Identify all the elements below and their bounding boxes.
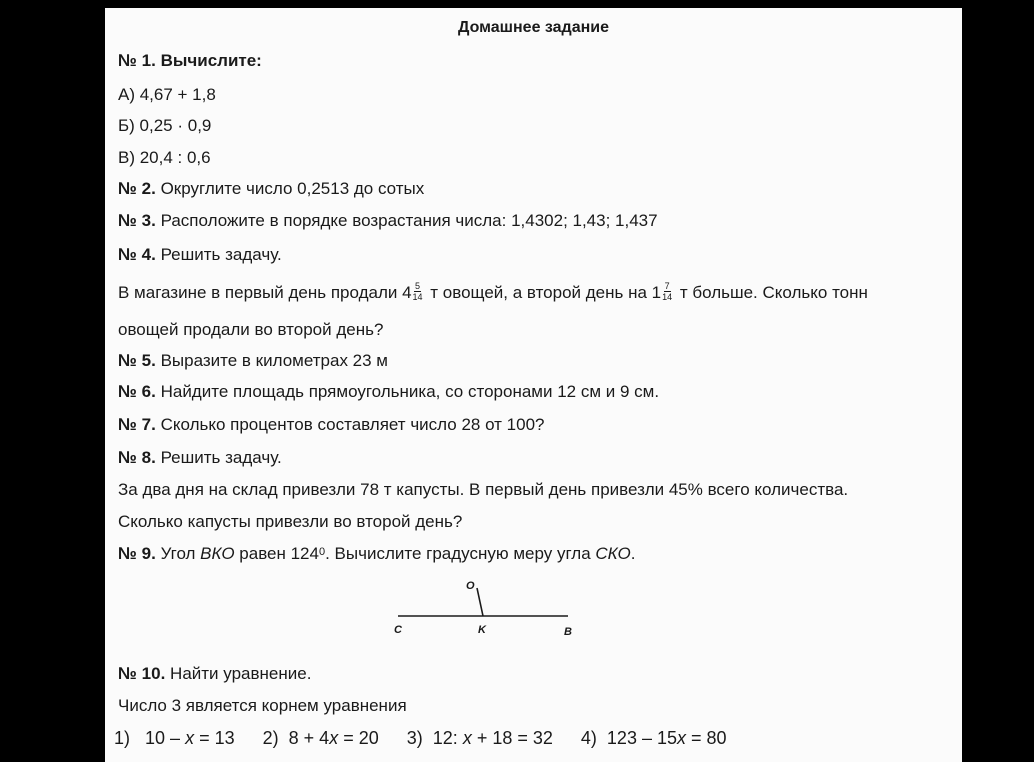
task-number: № 9.	[118, 544, 156, 563]
answer-options	[114, 728, 727, 748]
task-1-heading	[118, 51, 262, 71]
homework-page	[105, 8, 962, 762]
task-text: . Вычислите градусную меру угла	[325, 544, 596, 563]
task-number: № 10.	[118, 664, 166, 683]
option-variable: x	[677, 728, 686, 748]
option-2	[263, 728, 379, 748]
task-6	[118, 382, 659, 402]
task-text: .	[630, 544, 636, 563]
task-10	[118, 664, 311, 684]
task-2	[118, 179, 424, 199]
task-number: № 6.	[118, 382, 156, 401]
task-1-item-b: Б) 0,25 · 0,9	[118, 116, 212, 135]
problem-text: т овощей, а второй день на 1	[425, 283, 662, 302]
label-b: B	[564, 626, 572, 638]
label-k: K	[478, 624, 486, 636]
fraction-numerator: 7	[664, 281, 670, 292]
task-text: Решить задачу.	[155, 245, 282, 264]
task-number: № 3.	[118, 211, 156, 230]
page-title: Домашнее задание	[457, 19, 609, 36]
label-o: O	[466, 580, 475, 592]
task-text: Найти уравнение.	[165, 664, 312, 683]
option-4	[581, 728, 727, 748]
problem-text: т больше. Сколько тонн	[675, 283, 868, 302]
task-1-item-a: А) 4,67 + 1,8	[118, 85, 216, 104]
task-4-problem-line-2: овощей продали во второй день?	[118, 320, 384, 339]
option-variable: x	[329, 728, 339, 748]
option-3	[407, 728, 553, 748]
task-number: № 2.	[118, 179, 156, 198]
option-expression: = 80	[686, 728, 727, 748]
option-expression: = 20	[338, 728, 379, 748]
task-8-problem-line-2: Сколько капусты привезли во второй день?	[118, 512, 463, 531]
task-text: Округлите число 0,2513 до сотых	[155, 179, 425, 198]
fraction-7-14	[661, 281, 673, 302]
task-4-problem-line-1	[118, 283, 868, 304]
task-number: № 8.	[118, 448, 156, 467]
task-7	[118, 415, 545, 435]
task-number: № 1.	[118, 51, 156, 70]
task-text: Расположите в порядке возрастания числа: 1,4302; 1,43; 1,437	[155, 211, 658, 230]
option-number: 2)	[262, 728, 279, 748]
task-number: № 7.	[118, 415, 156, 434]
task-text: Сколько процентов составляет число 28 от 100?	[155, 415, 545, 434]
task-8	[118, 448, 282, 468]
label-c: C	[394, 624, 402, 636]
option-number: 4)	[580, 728, 597, 748]
option-number: 1)	[114, 728, 131, 748]
task-text: Вычислите:	[155, 51, 262, 70]
ray-ko	[477, 588, 483, 616]
problem-text: В магазине в первый день продали 4	[118, 283, 412, 302]
task-1-item-c: В) 20,4 : 0,6	[118, 148, 211, 167]
fraction-numerator: 5	[415, 281, 421, 292]
option-expression: = 13	[194, 728, 235, 748]
task-10-problem: Число 3 является корнем уравнения	[118, 696, 407, 715]
option-expression: 123 – 15	[606, 728, 677, 748]
option-variable: x	[462, 728, 472, 748]
task-number: № 4.	[118, 245, 156, 264]
angle-name: ВКО	[200, 544, 235, 563]
fraction-5-14	[412, 281, 424, 302]
task-text: Найдите площадь прямоугольника, со сторонами 12 см и 9 см.	[155, 382, 660, 401]
task-text: равен 124	[234, 544, 319, 563]
angle-diagram	[390, 576, 590, 646]
option-expression: + 18 = 32	[471, 728, 553, 748]
option-number: 3)	[406, 728, 423, 748]
fraction-denominator: 14	[412, 292, 423, 303]
task-8-problem-line-1: За два дня на склад привезли 78 т капусты. В первый день привезли 45% всего количества.	[118, 480, 849, 499]
angle-name: СКО	[595, 544, 631, 563]
option-expression: 10 –	[145, 728, 186, 748]
task-number: № 5.	[118, 351, 156, 370]
option-1	[114, 728, 235, 748]
task-5	[118, 351, 388, 371]
task-3	[118, 211, 658, 231]
option-variable: x	[185, 728, 195, 748]
option-expression: 8 + 4	[288, 728, 330, 748]
task-4	[118, 245, 282, 265]
fraction-denominator: 14	[662, 292, 673, 303]
option-expression: 12:	[432, 728, 463, 748]
task-text: Угол	[155, 544, 201, 563]
task-text: Решить задачу.	[155, 448, 282, 467]
task-text: Выразите в километрах 23 м	[155, 351, 388, 370]
task-9	[118, 544, 635, 564]
degree-mark: 0	[318, 546, 326, 558]
